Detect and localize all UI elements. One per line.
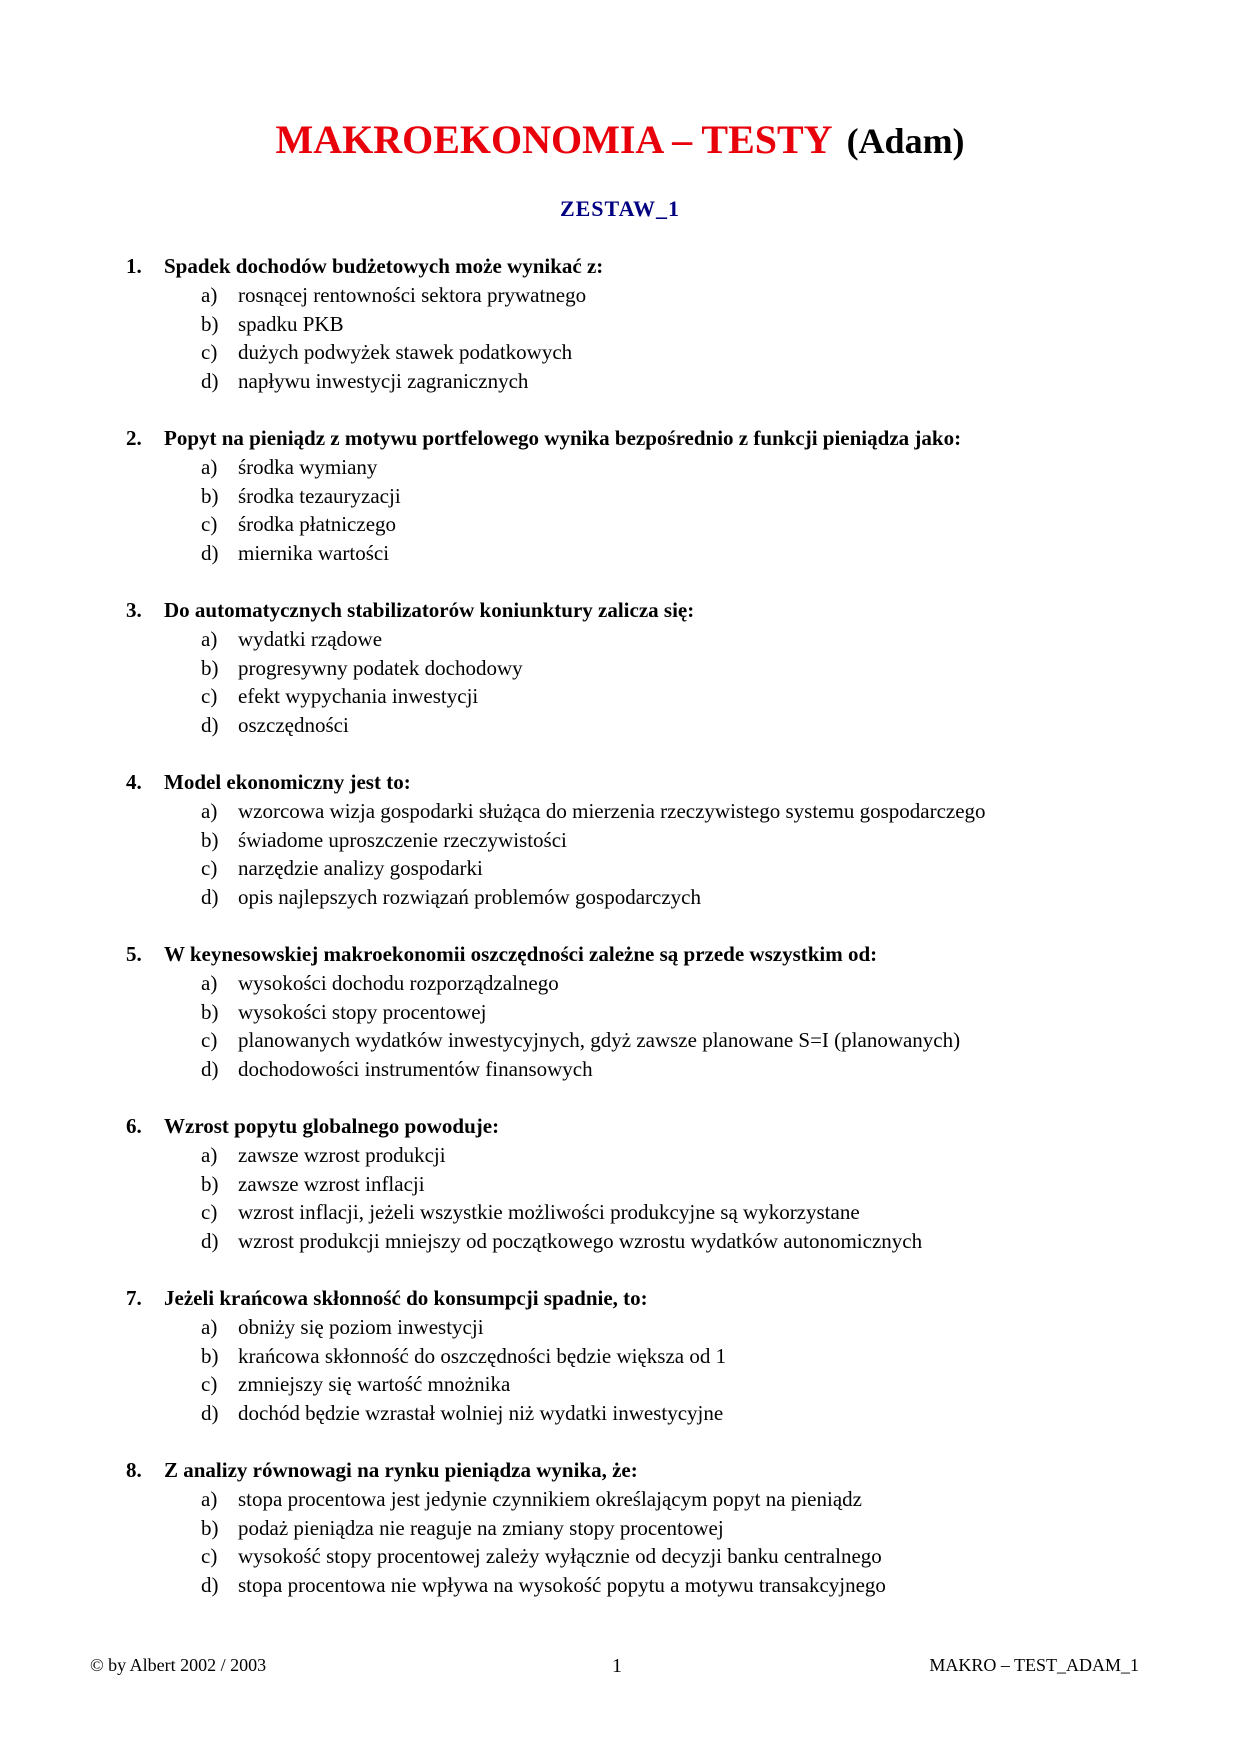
option-text: progresywny podatek dochodowy — [238, 655, 523, 680]
option-text: oszczędności — [238, 713, 349, 738]
question-heading — [126, 768, 1186, 797]
question-text: Jeżeli krańcowa skłonność do konsumpcji spadnie, to: — [164, 1286, 648, 1310]
option-text: rosnącej rentowności sektora prywatnego — [238, 283, 587, 307]
option-letter: a) — [201, 799, 218, 823]
answer-option — [126, 883, 1186, 912]
option-text: stopa procentowa jest jedynie czynnikiem określającym popyt na pieniądz — [238, 1487, 862, 1511]
question-heading — [126, 940, 1186, 969]
question — [126, 1284, 1186, 1456]
option-letter: b) — [201, 999, 219, 1024]
title-suffix: (Adam) — [846, 121, 965, 161]
option-text: podaż pieniądza nie reaguje na zmiany stopy procentowej — [238, 1515, 724, 1540]
answer-option — [126, 998, 1186, 1027]
option-letter: b) — [201, 655, 219, 680]
option-text: dochodowości instrumentów finansowych — [238, 1057, 593, 1082]
answer-option — [126, 654, 1186, 683]
question — [126, 1112, 1186, 1284]
option-letter: c) — [201, 1372, 218, 1397]
option-text: planowanych wydatków inwestycyjnych, gdyż zawsze planowane S=I (planowanych) — [238, 1028, 961, 1053]
answer-option — [126, 1342, 1186, 1371]
option-letter: b) — [201, 1515, 219, 1540]
answer-option — [126, 1055, 1186, 1084]
option-text: dużych podwyżek stawek podatkowych — [238, 340, 573, 365]
option-letter: d) — [201, 1229, 219, 1254]
option-letter: a) — [201, 1315, 218, 1339]
question-text: Z analizy równowagi na rynku pieniądza wynika, że: — [164, 1458, 638, 1482]
option-letter: a) — [201, 1487, 218, 1511]
option-letter: d) — [201, 541, 219, 566]
option-letter: a) — [201, 455, 218, 479]
option-text: stopa procentowa nie wpływa na wysokość popytu a motywu transakcyjnego — [238, 1573, 886, 1598]
answer-option — [126, 625, 1186, 654]
question — [126, 940, 1186, 1112]
option-letter: b) — [201, 311, 219, 336]
question — [126, 768, 1186, 940]
option-letter: c) — [201, 1544, 218, 1569]
footer-doc-id: MAKRO – TEST_ADAM_1 — [929, 1655, 1139, 1675]
question-number: 3. — [126, 598, 142, 622]
answer-option — [126, 1485, 1186, 1514]
question-number: 2. — [126, 426, 142, 450]
question-text: Wzrost popytu globalnego powoduje: — [164, 1114, 500, 1138]
answer-option — [126, 539, 1186, 568]
option-text: środka płatniczego — [238, 512, 397, 537]
answer-option — [126, 1370, 1186, 1399]
option-text: zawsze wzrost produkcji — [238, 1143, 446, 1167]
question-list — [126, 252, 1186, 1628]
option-letter: c) — [201, 684, 218, 709]
option-text: napływu inwestycji zagranicznych — [238, 369, 529, 394]
question-number: 6. — [126, 1114, 142, 1138]
option-letter: d) — [201, 1573, 219, 1598]
question — [126, 424, 1186, 596]
option-letter: b) — [201, 827, 219, 852]
option-text: wzorcowa wizja gospodarki służąca do mierzenia rzeczywistego systemu gospodarczego — [238, 799, 986, 823]
answer-option — [126, 482, 1186, 511]
option-text: środka tezauryzacji — [238, 483, 401, 508]
answer-option — [126, 1227, 1186, 1256]
option-text: spadku PKB — [238, 311, 344, 336]
option-text: efekt wypychania inwestycji — [238, 684, 479, 709]
answer-option — [126, 1198, 1186, 1227]
option-letter: a) — [201, 627, 218, 651]
option-letter: c) — [201, 856, 218, 881]
option-text: miernika wartości — [238, 541, 390, 566]
option-text: zmniejszy się wartość mnożnika — [238, 1372, 511, 1397]
answer-option — [126, 453, 1186, 482]
answer-option — [126, 1514, 1186, 1543]
option-letter: a) — [201, 283, 218, 307]
option-letter: c) — [201, 1200, 218, 1225]
option-text: dochód będzie wzrastał wolniej niż wydatki inwestycyjne — [238, 1401, 724, 1426]
option-letter: a) — [201, 971, 218, 995]
option-text: wysokości stopy procentowej — [238, 999, 487, 1024]
page-number: 1 — [612, 1655, 622, 1677]
option-letter: b) — [201, 1171, 219, 1196]
question — [126, 252, 1186, 424]
answer-option — [126, 826, 1186, 855]
title-main: MAKROEKONOMIA – TESTY — [275, 117, 833, 162]
option-letter: d) — [201, 369, 219, 394]
question-heading — [126, 1284, 1186, 1313]
question-number: 7. — [126, 1286, 142, 1310]
answer-option — [126, 1399, 1186, 1428]
option-text: wysokości dochodu rozporządzalnego — [238, 971, 559, 995]
question-heading — [126, 596, 1186, 625]
question-heading — [126, 424, 1186, 453]
question-text: Do automatycznych stabilizatorów koniunktury zalicza się: — [164, 598, 695, 622]
answer-option — [126, 682, 1186, 711]
option-letter: c) — [201, 512, 218, 537]
set-subtitle: ZESTAW_1 — [559, 196, 681, 221]
question-number: 8. — [126, 1458, 142, 1482]
option-text: zawsze wzrost inflacji — [238, 1171, 425, 1196]
answer-option — [126, 338, 1186, 367]
option-text: wydatki rządowe — [238, 627, 383, 651]
question-heading — [126, 1112, 1186, 1141]
option-text: środka wymiany — [238, 455, 378, 479]
answer-option — [126, 367, 1186, 396]
option-text: opis najlepszych rozwiązań problemów gospodarczych — [238, 885, 702, 910]
answer-option — [126, 1571, 1186, 1600]
option-letter: d) — [201, 885, 219, 910]
answer-option — [126, 1141, 1186, 1170]
question-heading — [126, 1456, 1186, 1485]
option-letter: d) — [201, 1401, 219, 1426]
option-text: świadome uproszczenie rzeczywistości — [238, 827, 567, 852]
answer-option — [126, 310, 1186, 339]
answer-option — [126, 854, 1186, 883]
option-text: wzrost produkcji mniejszy od początkowego wzrostu wydatków autonomicznych — [238, 1229, 923, 1254]
question-number: 5. — [126, 942, 142, 966]
question — [126, 1456, 1186, 1628]
option-letter: a) — [201, 1143, 218, 1167]
answer-option — [126, 1170, 1186, 1199]
option-text: wzrost inflacji, jeżeli wszystkie możliwości produkcyjne są wykorzystane — [238, 1200, 860, 1225]
question-number: 4. — [126, 770, 142, 794]
question-number: 1. — [126, 254, 142, 278]
question-heading — [126, 252, 1186, 281]
option-letter: b) — [201, 483, 219, 508]
option-letter: b) — [201, 1343, 219, 1368]
question-text: Popyt na pieniądz z motywu portfelowego wynika bezpośrednio z funkcji pieniądza jako: — [164, 426, 962, 450]
answer-option — [126, 281, 1186, 310]
option-letter: c) — [201, 340, 218, 365]
answer-option — [126, 1542, 1186, 1571]
answer-option — [126, 510, 1186, 539]
answer-option — [126, 1026, 1186, 1055]
option-letter: c) — [201, 1028, 218, 1053]
answer-option — [126, 711, 1186, 740]
question-text: Model ekonomiczny jest to: — [164, 770, 411, 794]
option-letter: d) — [201, 713, 219, 738]
answer-option — [126, 969, 1186, 998]
answer-option — [126, 797, 1186, 826]
option-text: krańcowa skłonność do oszczędności będzie większa od 1 — [238, 1343, 727, 1368]
question-text: Spadek dochodów budżetowych może wynikać z: — [164, 254, 604, 278]
document-title — [0, 116, 1240, 163]
option-text: wysokość stopy procentowej zależy wyłącznie od decyzji banku centralnego — [238, 1544, 882, 1569]
footer-copyright: © by Albert 2002 / 2003 — [90, 1655, 267, 1675]
option-letter: d) — [201, 1057, 219, 1082]
question — [126, 596, 1186, 768]
option-text: obniży się poziom inwestycji — [238, 1315, 484, 1339]
question-text: W keynesowskiej makroekonomii oszczędności zależne są przede wszystkim od: — [164, 942, 878, 966]
option-text: narzędzie analizy gospodarki — [238, 856, 483, 881]
answer-option — [126, 1313, 1186, 1342]
